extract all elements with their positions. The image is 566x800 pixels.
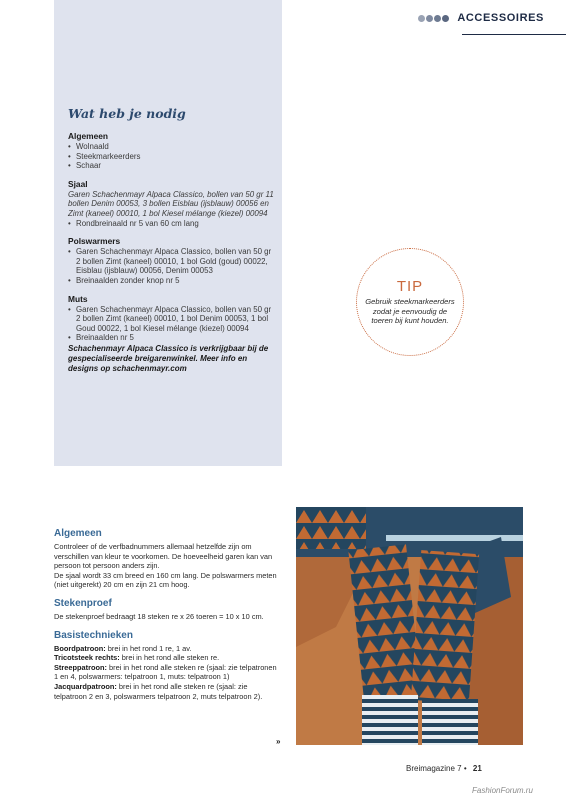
stekenproef-paragraph: De stekenproef bedraagt 18 steken re x 26 toeren = 10 x 10 cm. xyxy=(54,611,264,621)
section-title: ACCESSOIRES xyxy=(457,12,544,24)
header-rule xyxy=(462,34,566,35)
technique-item: Jacquardpatroon: brei in het rond alle steken re (sjaal: zie telpatroon 2 en 3, polswarmers telpatroon 2, muts telpatroon 2). xyxy=(54,681,263,701)
scarf-photo xyxy=(296,507,523,745)
stekenproef-heading: Stekenproef xyxy=(54,597,112,609)
algemeen-heading: Algemeen xyxy=(68,131,109,141)
dots-decoration-icon xyxy=(418,15,449,22)
technique-item: Boordpatroon: brei in het rond 1 re, 1 av. xyxy=(54,643,192,653)
algemeen-paragraph-1: Controleer of de verfbadnummers allemaal hetzelfde zijn om verschillen van kleur te voorkomen. De hoeveelheid garen kan van persoon tot persoon anders zijn. xyxy=(54,542,273,571)
sjaal-yarn: Garen Schachenmayr Alpaca Classico, bollen van 50 gr 11 bollen Denim 00053, 3 bollen Eisblau (ijsblauw) 00056 en Zimt (kaneel) 00010, 1 bol Kiesel mélange (kiezel) 00094 xyxy=(68,189,274,218)
availability-note: Schachenmayr Alpaca Classico is verkrijgbaar bij de gespecialiseerde breigarenwinkel. Meer info en designs op schachenmayr.com xyxy=(68,343,269,373)
footer-bullet: • xyxy=(463,764,467,773)
page-number: 21 xyxy=(472,764,482,773)
basistechnieken-heading: Basistechnieken xyxy=(54,629,133,641)
list-item: • Garen Schachenmayr Alpaca Classico, bollen van 50 gr 2 bollen Zimt (kaneel) 00010, 1 bol Denim 00053, 1 bol Goud 00022, 1 bol Kiesel mélange (kiezel) 00094 xyxy=(68,305,274,334)
scarf-illustration xyxy=(296,507,523,745)
magazine-name: Breimagazine 7 xyxy=(406,764,462,773)
list-item: • Rondbreinaald nr 5 van 60 cm lang xyxy=(68,219,274,229)
instructions-column xyxy=(54,528,282,701)
polswarmers-heading: Polswarmers xyxy=(68,236,121,247)
list-item: • Breinaalden nr 5 xyxy=(68,333,274,343)
technique-item: Streeppatroon: brei in het rond alle steken re (sjaal: zie telpatronen 1 en 4, polswarmers: telpatroon 1, muts: telpatroon 1) xyxy=(54,662,277,682)
continue-arrow-icon: » xyxy=(276,737,281,746)
list-item: • Steekmarkeerders xyxy=(68,152,274,162)
tip-body: Gebruik steekmarkeerders zodat je eenvoudig de toeren bij kunt houden. xyxy=(365,297,455,326)
sjaal-heading: Sjaal xyxy=(68,178,88,189)
list-item: • Schaar xyxy=(68,161,274,171)
page-footer xyxy=(406,764,482,773)
tip-heading: TIP xyxy=(396,278,424,296)
materials-title: Wat heb je nodig xyxy=(68,106,186,121)
section-header xyxy=(418,12,544,24)
list-item: • Garen Schachenmayr Alpaca Classico, bollen van 50 gr 2 bollen Zimt (kaneel) 00010, 1 bol Gold (goud) 00022, Eisblau (ijsblauw) 00056, Denim 00053 xyxy=(68,247,274,276)
watermark: FashionForum.ru xyxy=(472,786,533,795)
tip-callout xyxy=(356,248,464,356)
algemeen-section-heading: Algemeen xyxy=(54,528,102,539)
list-item: • Breinaalden zonder knop nr 5 xyxy=(68,276,274,286)
technique-item: Tricotsteek rechts: brei in het rond alle steken re. xyxy=(54,653,220,663)
materials-box xyxy=(54,0,282,466)
algemeen-paragraph-2: De sjaal wordt 33 cm breed en 160 cm lang. De polswarmers meten (niet uitgerekt) 20 cm en zijn 21 cm hoog. xyxy=(54,570,277,590)
muts-heading: Muts xyxy=(68,293,88,304)
list-item: • Wolnaald xyxy=(68,142,274,152)
